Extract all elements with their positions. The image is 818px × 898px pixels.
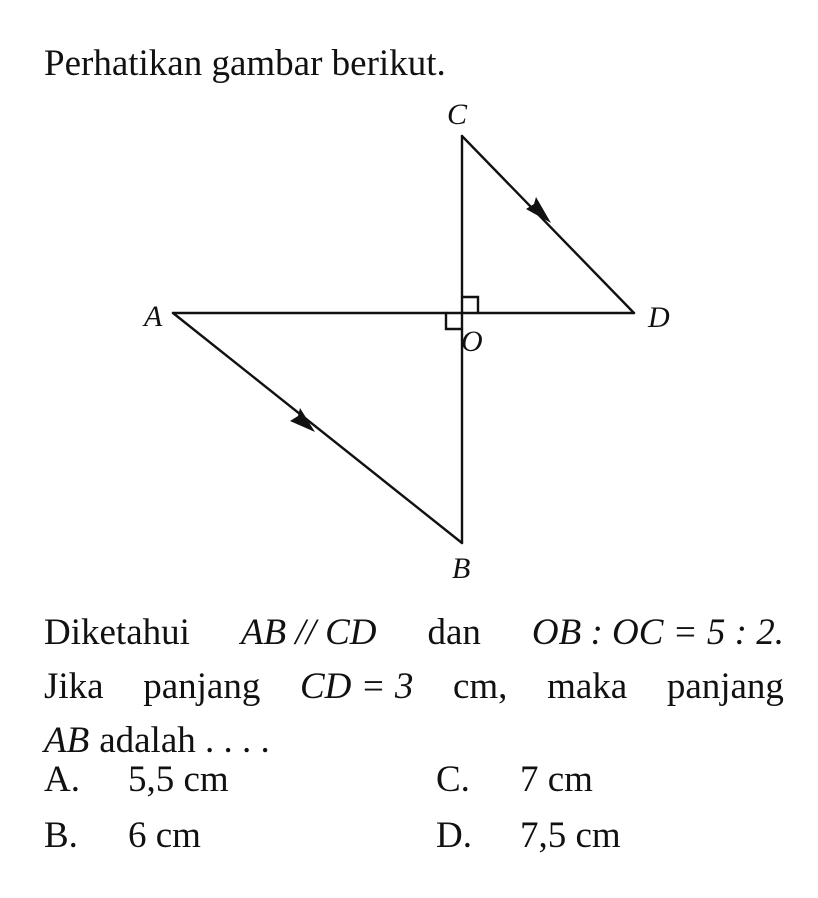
problem-word: maka xyxy=(547,666,628,707)
option-letter: B. xyxy=(44,815,78,856)
segment-cd xyxy=(462,136,634,313)
segment-ab xyxy=(173,313,462,543)
right-angle-mark-upper xyxy=(462,297,478,313)
problem-word: adalah . . . . xyxy=(99,720,270,761)
point-label-d: D xyxy=(648,301,670,334)
point-label-a: A xyxy=(144,300,163,333)
option-letter: A. xyxy=(44,759,80,800)
option-value: 5,5 cm xyxy=(128,759,229,800)
ratio-statement: OB : OC = 5 : 2. xyxy=(531,612,784,653)
option-a[interactable] xyxy=(44,752,229,808)
point-label-c: C xyxy=(447,98,468,131)
option-letter: D. xyxy=(436,815,472,856)
right-angle-mark-lower xyxy=(446,313,462,329)
point-label-o: O xyxy=(461,325,483,358)
problem-line-1 xyxy=(44,606,784,660)
intro-text: Perhatikan gambar berikut. xyxy=(44,43,446,84)
problem-statement xyxy=(44,606,784,768)
option-c[interactable] xyxy=(436,752,593,808)
parallel-statement: AB // CD xyxy=(240,612,377,653)
parallel-arrow-ab-icon xyxy=(290,408,315,432)
point-label-b: B xyxy=(452,552,471,585)
option-value: 6 cm xyxy=(128,815,201,856)
option-b[interactable] xyxy=(44,808,201,864)
problem-word: dan xyxy=(427,612,481,653)
problem-word: Diketahui xyxy=(44,612,190,653)
problem-word: panjang xyxy=(143,666,261,707)
ab-label: AB xyxy=(44,720,90,761)
problem-word: Jika xyxy=(44,666,104,707)
option-value: 7 cm xyxy=(520,759,593,800)
problem-word: panjang xyxy=(666,666,784,707)
option-d[interactable] xyxy=(436,808,621,864)
cd-length-statement: CD = 3 xyxy=(299,666,414,707)
parallel-arrow-cd-icon xyxy=(526,197,551,223)
option-value: 7,5 cm xyxy=(520,815,621,856)
problem-line-2 xyxy=(44,660,784,714)
problem-word: cm, xyxy=(452,666,508,707)
option-letter: C. xyxy=(436,759,470,800)
